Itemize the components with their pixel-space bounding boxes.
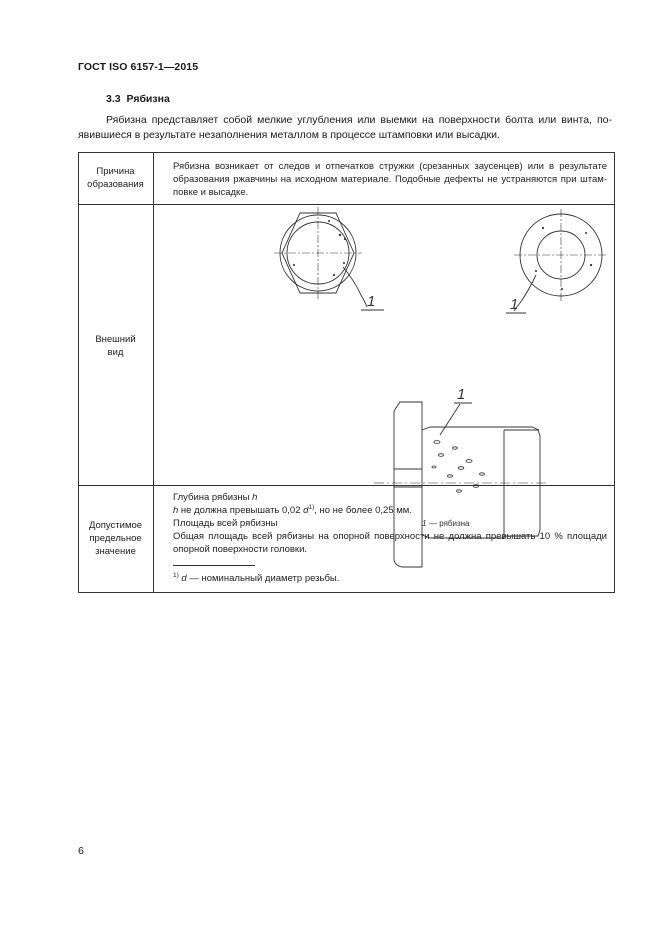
depth-rule: h не должна превышать 0,02 $d^{1)}$, но не более 0,25 мм. [173,503,412,516]
table-border [614,152,615,593]
section-number: 3.3 [106,93,121,105]
section-title: Рябизна [126,93,170,105]
callout-label: 1 [510,296,519,313]
callout-label: 1 [367,293,376,310]
pitting-marks [293,220,346,276]
section-heading [106,93,170,105]
area-rule: опорной поверхности головки. [173,544,308,555]
label-line: образования [87,179,144,190]
pitting-marks [535,227,592,290]
section-intro-paragraph [78,113,612,143]
row-label-limit [78,519,153,558]
leader-line [343,267,367,307]
depth-title: Глубина рябизны h [173,492,258,503]
footnote: $^{1)}$ d — номинальный диаметр резьбы. [173,571,340,584]
document-standard-header: ГОСТ ISO 6157-1—2015 [78,61,199,73]
callout-label: 1 [457,386,466,403]
text-line: Рябизна возникает от следов и отпечатков стружки (срезанных заусенцев) или в результате [173,161,607,172]
intro-line: Рябизна представляет собой мелкие углубления или выемки на поверхности болта или винта, по- [106,114,612,126]
table-border [78,152,615,153]
row-text-cause [173,160,607,199]
text-line: повке и высадке. [173,187,249,198]
row-text-limit [173,491,607,556]
leader-line [440,404,460,435]
text-line: образования ржавчины на исходном материале. Подобные дефекты не устраняются при штам- [173,174,607,185]
defect-table [78,152,615,593]
page-number: 6 [78,845,84,857]
table-row-divider [78,485,615,486]
label-line: Допустимое [88,520,143,531]
row-label-appearance [78,333,153,359]
area-rule: Общая площадь всей рябизны на опорной поверхности не должна превышать 10 % площади [173,531,607,542]
table-border [78,592,615,593]
intro-line: явившиеся в результате незаполнения металлом в процессе штамповки или высадки. [78,129,500,141]
figure-caption-number: 1 [422,519,427,528]
label-line: Причина [96,166,135,177]
label-line: значение [95,546,136,557]
label-line: предельное [89,533,142,544]
label-line: Внешний [95,334,136,345]
label-line: вид [107,347,124,358]
row-label-cause [78,165,153,191]
figure-caption-text: — рябизна [429,519,470,528]
footnote-separator [173,565,255,566]
bearing-face-view [514,209,608,301]
pitting-marks [432,441,484,493]
area-title: Площадь всей рябизны [173,518,278,529]
hex-head-top-view [274,207,362,299]
